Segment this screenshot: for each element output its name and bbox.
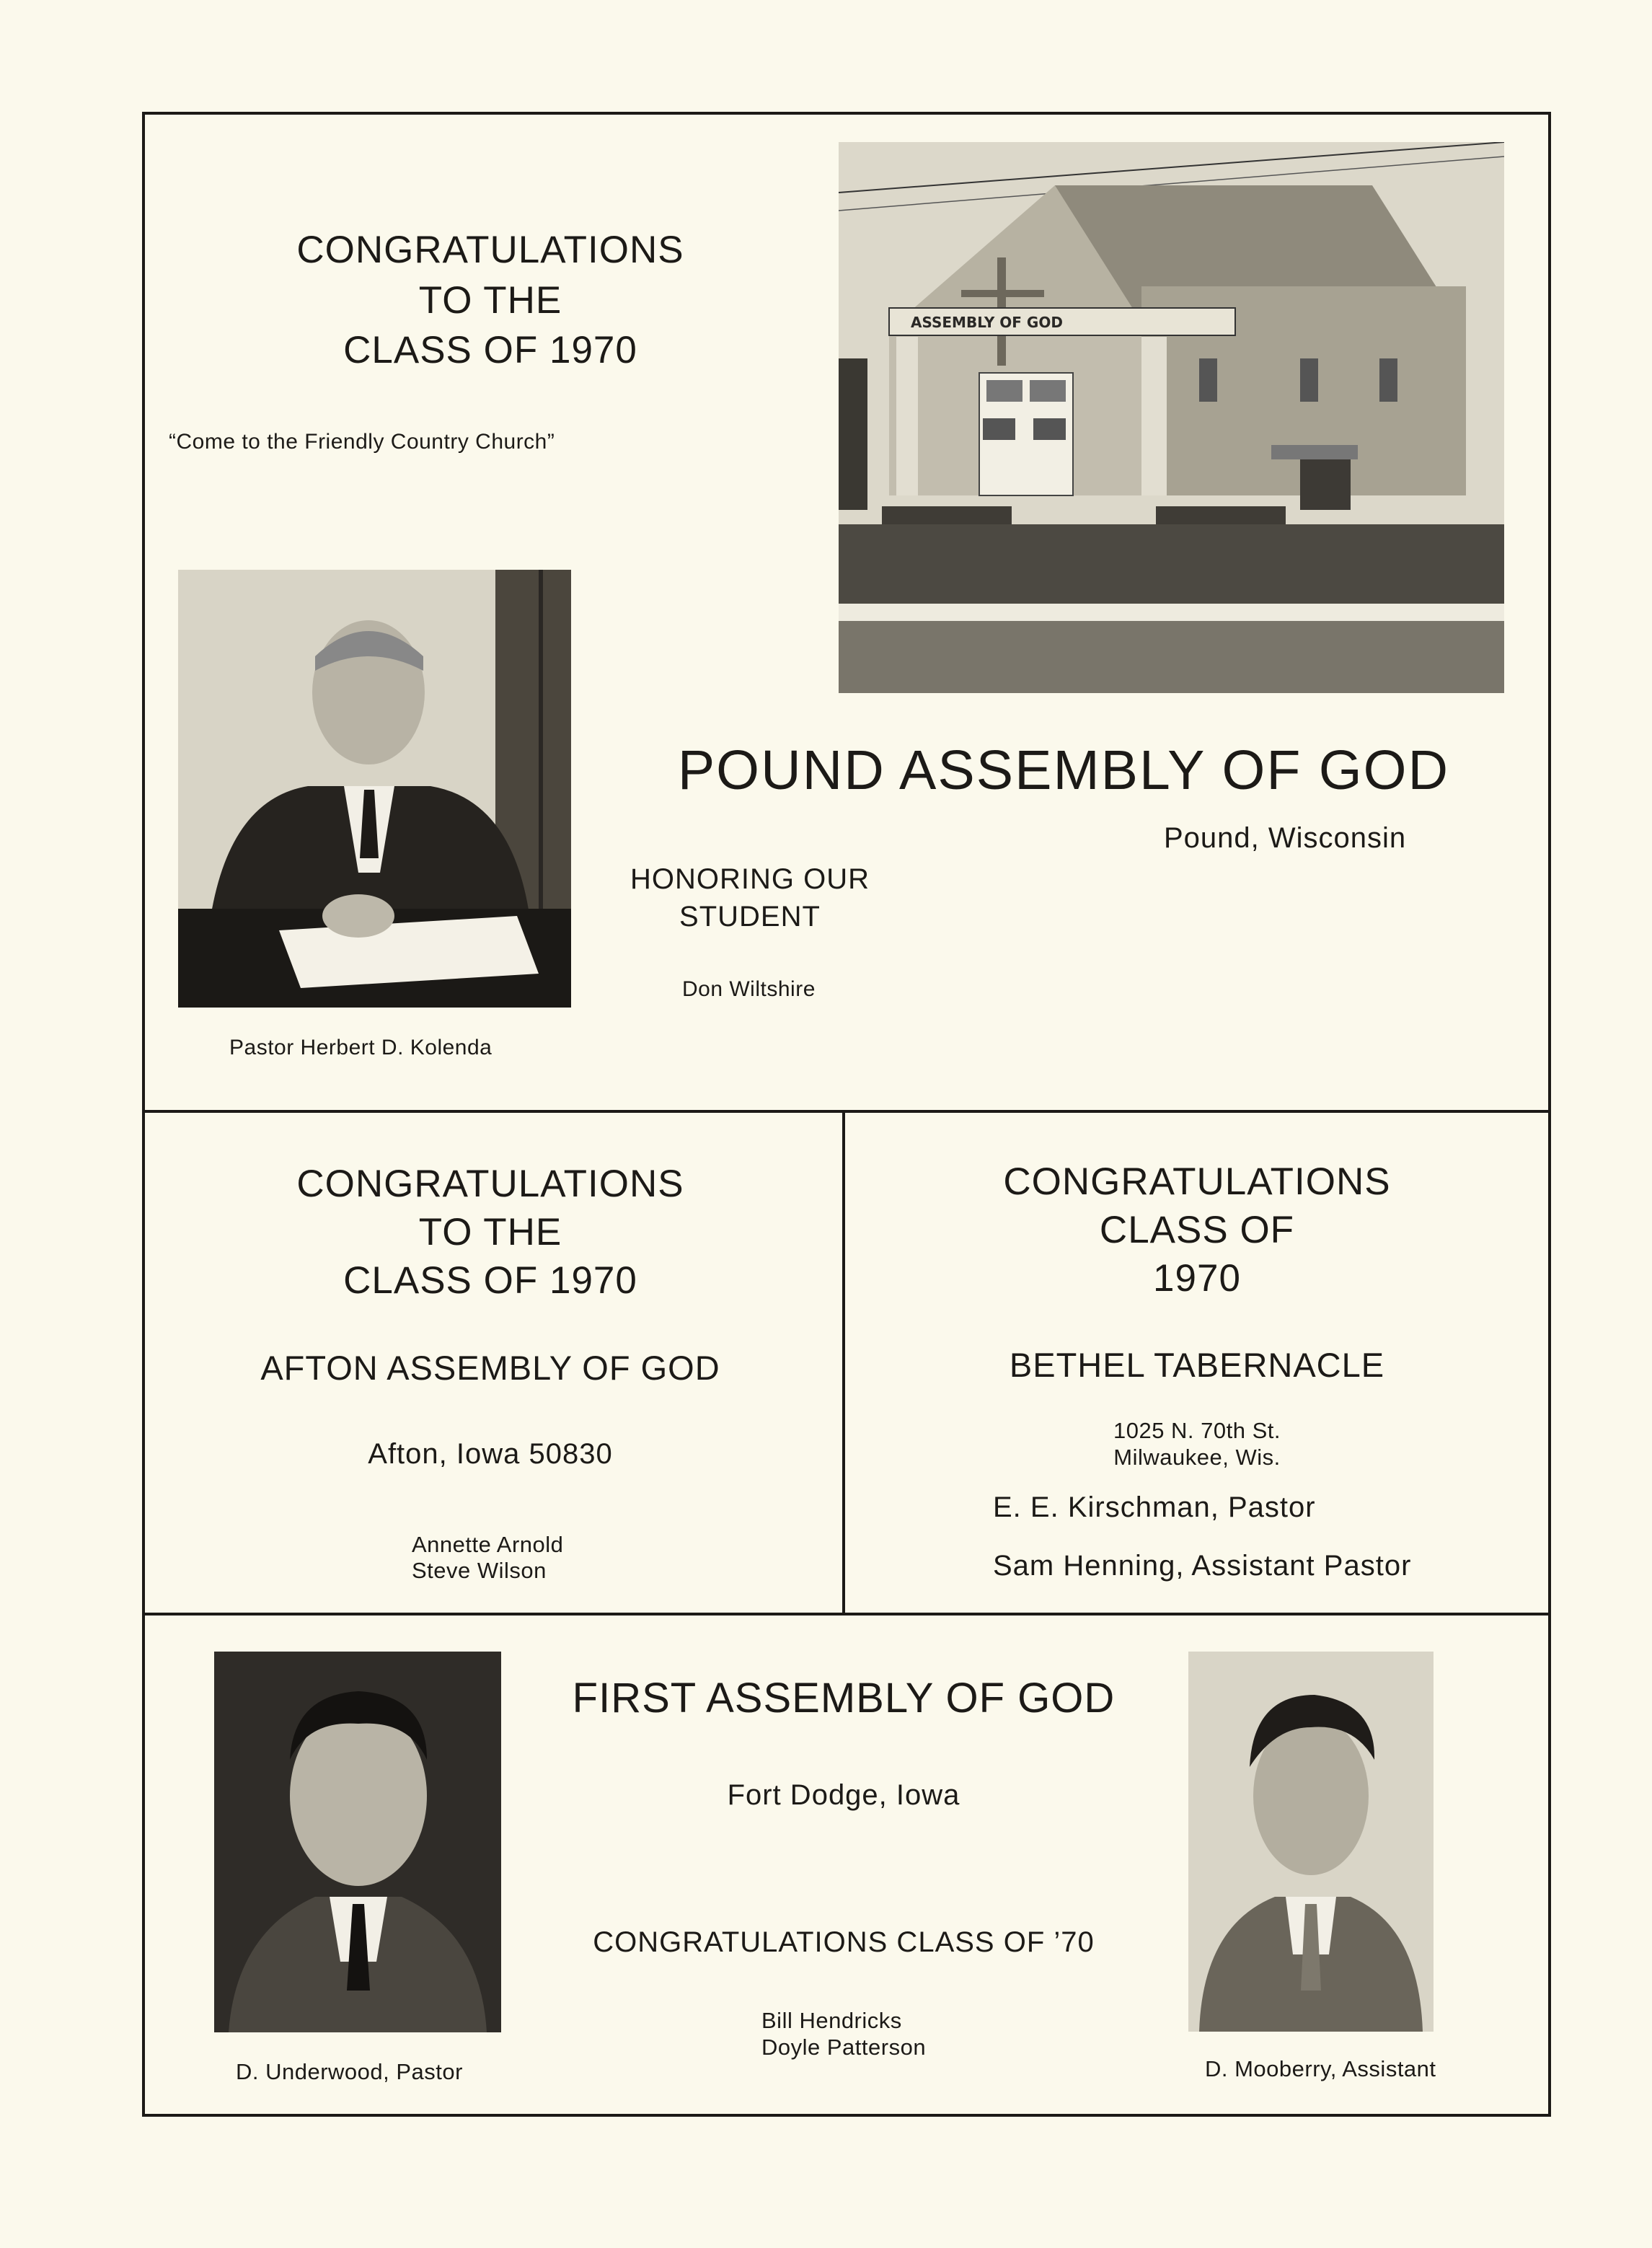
church-photo (839, 142, 1504, 693)
pound-heading-line-3: CLASS OF 1970 (343, 329, 637, 371)
church-sign-text: ASSEMBLY OF GOD (911, 314, 1063, 331)
afton-heading-line-1: CONGRATULATIONS (296, 1163, 684, 1205)
bethel-address-line-2: Milwaukee, Wis. (1113, 1445, 1281, 1470)
afton-student-2: Steve Wilson (412, 1558, 547, 1583)
bethel-address-line-1: 1025 N. 70th St. (1113, 1418, 1281, 1443)
pound-student: Don Wiltshire (682, 977, 816, 1001)
pastor-kolenda-caption: Pastor Herbert D. Kolenda (229, 1036, 492, 1059)
pound-location: Pound, Wisconsin (1164, 822, 1407, 854)
pound-heading-line-1: CONGRATULATIONS (296, 229, 684, 271)
divider-middle (842, 1111, 845, 1614)
pound-honoring-line-1: HONORING OUR (630, 863, 870, 895)
bethel-heading-line-3: 1970 (1153, 1257, 1241, 1300)
bethel-pastor: E. E. Kirschman, Pastor (993, 1491, 1316, 1523)
first-location: Fort Dodge, Iowa (727, 1779, 960, 1811)
first-student-2: Doyle Patterson (761, 2035, 927, 2060)
pound-honoring-line-2: STUDENT (679, 901, 821, 933)
pastor-underwood-photo (214, 1652, 501, 2032)
bethel-heading-line-1: CONGRATULATIONS (1003, 1160, 1391, 1203)
afton-student-1: Annette Arnold (412, 1532, 564, 1557)
afton-church-name: AFTON ASSEMBLY OF GOD (260, 1349, 720, 1387)
first-congrats: CONGRATULATIONS CLASS OF ’70 (593, 1926, 1095, 1958)
pastor-underwood-caption: D. Underwood, Pastor (236, 2059, 463, 2084)
divider-top (142, 1110, 1551, 1113)
pound-church-name: POUND ASSEMBLY OF GOD (677, 739, 1450, 801)
first-church-name: FIRST ASSEMBLY OF GOD (572, 1675, 1116, 1722)
afton-heading-line-3: CLASS OF 1970 (343, 1259, 637, 1302)
assistant-mooberry-caption: D. Mooberry, Assistant (1205, 2056, 1436, 2081)
afton-location: Afton, Iowa 50830 (368, 1438, 613, 1470)
first-student-1: Bill Hendricks (761, 2008, 902, 2033)
afton-heading-line-2: TO THE (418, 1211, 562, 1253)
pound-slogan: “Come to the Friendly Country Church” (169, 430, 555, 454)
pound-heading-line-2: TO THE (418, 279, 562, 322)
bethel-church-name: BETHEL TABERNACLE (1009, 1346, 1385, 1384)
bethel-assistant: Sam Henning, Assistant Pastor (993, 1550, 1412, 1582)
divider-bottom (142, 1613, 1551, 1616)
pastor-kolenda-photo (178, 570, 571, 1008)
bethel-heading-line-2: CLASS OF (1099, 1209, 1295, 1251)
assistant-mooberry-photo (1188, 1652, 1434, 2032)
